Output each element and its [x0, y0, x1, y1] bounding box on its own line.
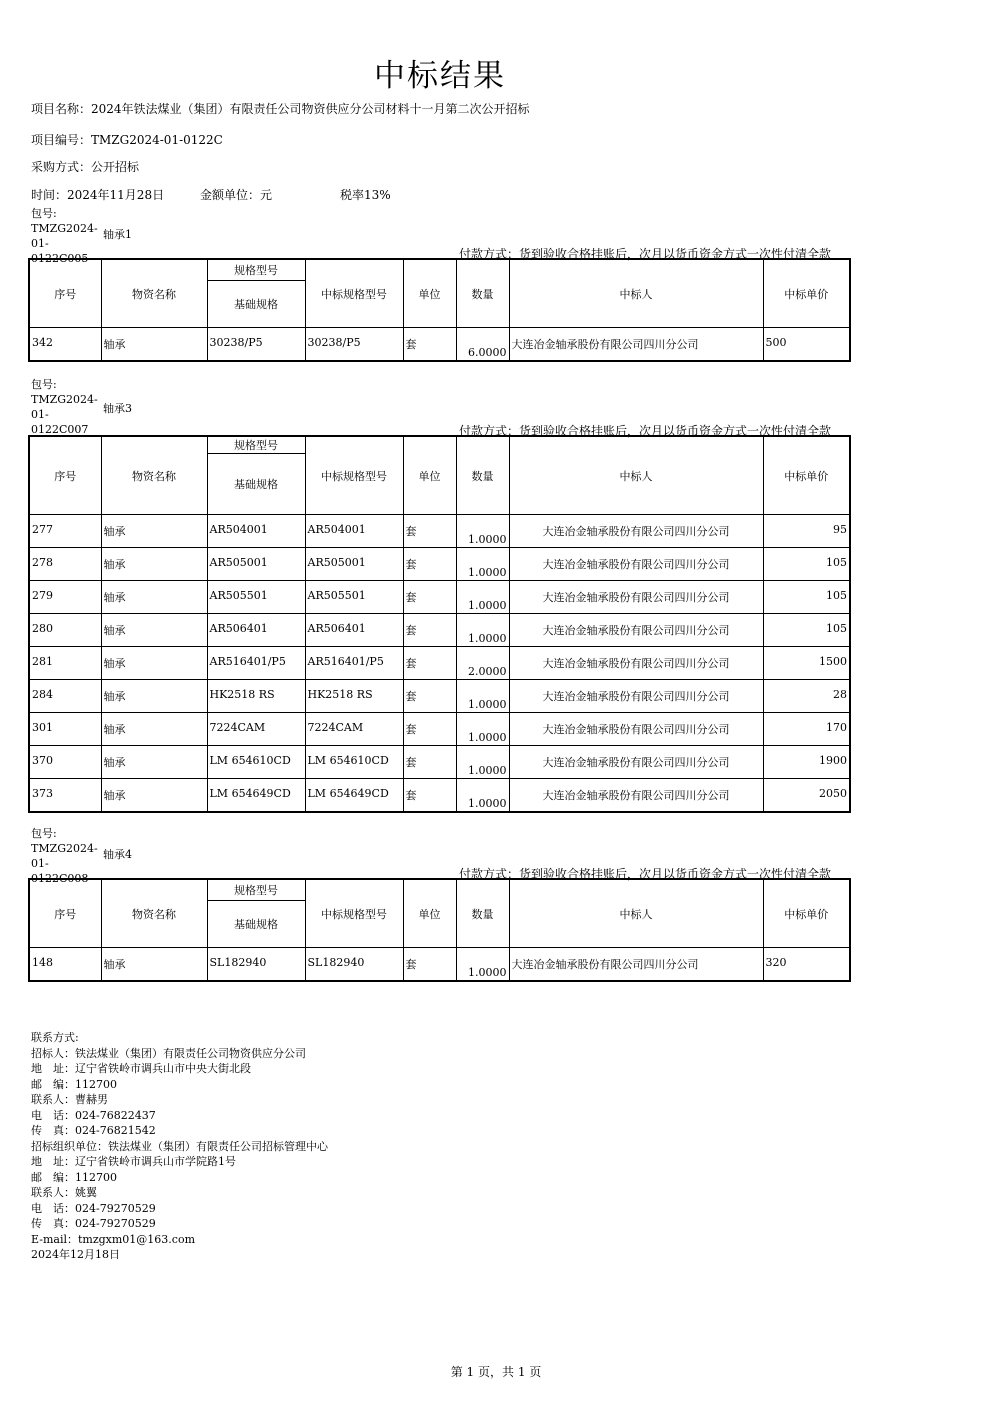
cell-bid-spec: AR505501: [305, 581, 403, 614]
cell-seq: 373: [29, 779, 101, 813]
cell-winner: 大连冶金轴承股份有限公司四川分公司: [509, 680, 763, 713]
contact-line: 地 址：辽宁省铁岭市调兵山市学院路1号: [31, 1155, 236, 1168]
cell-bid-spec: AR516401/P5: [305, 647, 403, 680]
table-row: [29, 614, 850, 647]
cell-bid-spec: LM 654610CD: [305, 746, 403, 779]
page-title: 中标结果: [374, 58, 506, 94]
bid-table: [28, 435, 851, 813]
contact-line: 邮 编：112700: [31, 1077, 117, 1091]
contact-line: 2024年12月18日: [31, 1248, 120, 1261]
cell-unit: 套: [403, 779, 456, 813]
header-bid-spec: 中标规格型号: [305, 879, 403, 948]
contact-line: 电 话：024-76822437: [31, 1108, 156, 1122]
cell-material: 轴承: [101, 548, 207, 581]
cell-winner: 大连冶金轴承股份有限公司四川分公司: [509, 779, 763, 813]
cell-winner: 大连冶金轴承股份有限公司四川分公司: [509, 647, 763, 680]
header-unit: 单位: [403, 436, 456, 515]
cell-price: 105: [763, 581, 850, 614]
header-bid-spec: 中标规格型号: [305, 259, 403, 328]
cell-material: 轴承: [101, 713, 207, 746]
cell-price: 2050: [763, 779, 850, 813]
cell-base-spec: SL182940: [207, 948, 305, 982]
cell-unit: 套: [403, 548, 456, 581]
contact-line: 传 真：024-76821542: [31, 1124, 156, 1137]
contact-line: E-mail：tmzgxm01@163.com: [31, 1232, 196, 1246]
cell-unit: 套: [403, 647, 456, 680]
purchase-method: 采购方式：公开招标: [31, 160, 140, 174]
cell-bid-spec: AR505001: [305, 548, 403, 581]
cell-price: 320: [763, 948, 850, 982]
cell-bid-spec: SL182940: [305, 948, 403, 982]
cell-unit: 套: [403, 746, 456, 779]
bid-time: 时间：2024年11月28日: [31, 188, 165, 202]
header-winner: 中标人: [509, 879, 763, 948]
cell-material: 轴承: [101, 515, 207, 548]
cell-material: 轴承: [101, 614, 207, 647]
cell-qty: 1.0000: [456, 680, 509, 713]
cell-base-spec: AR504001: [207, 515, 305, 548]
table-row: [29, 548, 850, 581]
package-number: 包号: TMZG2024-01-0122C007: [31, 378, 98, 436]
header-price: 中标单价: [763, 879, 850, 948]
cell-price: 500: [763, 328, 850, 362]
bid-table: [28, 258, 851, 362]
header-unit: 单位: [403, 879, 456, 948]
cell-price: 105: [763, 614, 850, 647]
cell-winner: 大连冶金轴承股份有限公司四川分公司: [509, 328, 763, 362]
cell-base-spec: 30238/P5: [207, 328, 305, 362]
cell-price: 28: [763, 680, 850, 713]
cell-winner: 大连冶金轴承股份有限公司四川分公司: [509, 746, 763, 779]
cell-seq: 342: [29, 328, 101, 362]
contact-line: 地 址：辽宁省铁岭市调兵山市中央大街北段: [31, 1062, 251, 1075]
cell-base-spec: HK2518 RS: [207, 680, 305, 713]
cell-seq: 148: [29, 948, 101, 982]
header-spec-group: 规格型号: [207, 259, 305, 281]
header-material: 物资名称: [101, 436, 207, 515]
payment-terms: 付款方式：货到验收合格挂账后，次月以货币资金方式一次性付清全款: [459, 424, 832, 438]
cell-price: 170: [763, 713, 850, 746]
table-row: [29, 713, 850, 746]
contact-line: 招标人：铁法煤业（集团）有限责任公司物资供应分公司: [31, 1046, 306, 1060]
cell-base-spec: 7224CAM: [207, 713, 305, 746]
cell-base-spec: AR505501: [207, 581, 305, 614]
cell-seq: 277: [29, 515, 101, 548]
cell-winner: 大连冶金轴承股份有限公司四川分公司: [509, 948, 763, 982]
cell-seq: 281: [29, 647, 101, 680]
cell-qty: 1.0000: [456, 548, 509, 581]
cell-unit: 套: [403, 614, 456, 647]
header-bid-spec: 中标规格型号: [305, 436, 403, 515]
contact-line: 联系人：姚翼: [31, 1186, 97, 1199]
package-number: 包号: TMZG2024-01-0122C005: [31, 207, 98, 265]
cell-unit: 套: [403, 680, 456, 713]
cell-qty: 1.0000: [456, 713, 509, 746]
cell-winner: 大连冶金轴承股份有限公司四川分公司: [509, 713, 763, 746]
page-footer: 第 1 页，共 1 页: [450, 1365, 542, 1379]
cell-material: 轴承: [101, 948, 207, 982]
contact-line: 联系人：曹赫男: [31, 1093, 108, 1106]
cell-bid-spec: LM 654649CD: [305, 779, 403, 813]
table-row: [29, 779, 850, 813]
cell-material: 轴承: [101, 581, 207, 614]
cell-bid-spec: AR506401: [305, 614, 403, 647]
cell-material: 轴承: [101, 647, 207, 680]
contact-line: 邮 编：112700: [31, 1170, 117, 1184]
cell-unit: 套: [403, 713, 456, 746]
cell-winner: 大连冶金轴承股份有限公司四川分公司: [509, 515, 763, 548]
cell-seq: 279: [29, 581, 101, 614]
cell-bid-spec: AR504001: [305, 515, 403, 548]
contact-line: 电 话：024-79270529: [31, 1201, 156, 1215]
cell-price: 95: [763, 515, 850, 548]
header-material: 物资名称: [101, 879, 207, 948]
cell-seq: 280: [29, 614, 101, 647]
contact-line: 传 真：024-79270529: [31, 1217, 156, 1230]
header-material: 物资名称: [101, 259, 207, 328]
cell-qty: 6.0000: [456, 328, 509, 362]
cell-unit: 套: [403, 948, 456, 982]
header-base-spec: 基础规格: [207, 901, 305, 948]
cell-qty: 1.0000: [456, 779, 509, 813]
table-row: [29, 647, 850, 680]
cell-unit: 套: [403, 328, 456, 362]
cell-base-spec: AR506401: [207, 614, 305, 647]
header-winner: 中标人: [509, 259, 763, 328]
tax-rate: 税率13%: [340, 188, 391, 202]
cell-price: 105: [763, 548, 850, 581]
package-name: 轴承1: [103, 228, 132, 241]
cell-unit: 套: [403, 581, 456, 614]
project-no: 项目编号：TMZG2024-01-0122C: [31, 133, 223, 147]
header-base-spec: 基础规格: [207, 454, 305, 515]
table-row: [29, 581, 850, 614]
package-number: 包号: TMZG2024-01-0122C008: [31, 827, 98, 885]
cell-base-spec: AR505001: [207, 548, 305, 581]
contact-line: 联系方式:: [31, 1031, 79, 1044]
header-price: 中标单价: [763, 259, 850, 328]
project-name: 项目名称：2024年铁法煤业（集团）有限责任公司物资供应分公司材料十一月第二次公开招标: [31, 102, 530, 116]
payment-terms: 付款方式：货到验收合格挂账后，次月以货币资金方式一次性付清全款: [459, 247, 832, 261]
header-price: 中标单价: [763, 436, 850, 515]
cell-bid-spec: HK2518 RS: [305, 680, 403, 713]
cell-base-spec: LM 654649CD: [207, 779, 305, 813]
package-name: 轴承4: [103, 848, 132, 861]
table-row: [29, 328, 850, 362]
header-qty: 数量: [456, 879, 509, 948]
cell-bid-spec: 7224CAM: [305, 713, 403, 746]
header-unit: 单位: [403, 259, 456, 328]
header-qty: 数量: [456, 259, 509, 328]
cell-base-spec: AR516401/P5: [207, 647, 305, 680]
cell-material: 轴承: [101, 746, 207, 779]
cell-unit: 套: [403, 515, 456, 548]
cell-qty: 1.0000: [456, 746, 509, 779]
contact-info: [31, 1030, 328, 1263]
cell-qty: 2.0000: [456, 647, 509, 680]
table-row: [29, 515, 850, 548]
cell-qty: 1.0000: [456, 614, 509, 647]
header-winner: 中标人: [509, 436, 763, 515]
cell-winner: 大连冶金轴承股份有限公司四川分公司: [509, 548, 763, 581]
package-name: 轴承3: [103, 402, 132, 415]
cell-base-spec: LM 654610CD: [207, 746, 305, 779]
header-seq: 序号: [29, 879, 101, 948]
header-qty: 数量: [456, 436, 509, 515]
cell-winner: 大连冶金轴承股份有限公司四川分公司: [509, 581, 763, 614]
cell-qty: 1.0000: [456, 581, 509, 614]
cell-material: 轴承: [101, 779, 207, 813]
header-spec-group: 规格型号: [207, 436, 305, 454]
contact-line: 招标组织单位：铁法煤业（集团）有限责任公司招标管理中心: [31, 1139, 328, 1153]
cell-price: 1900: [763, 746, 850, 779]
cell-seq: 301: [29, 713, 101, 746]
table-row: [29, 680, 850, 713]
payment-terms: 付款方式：货到验收合格挂账后，次月以货币资金方式一次性付清全款: [459, 867, 832, 881]
header-seq: 序号: [29, 436, 101, 515]
header-base-spec: 基础规格: [207, 281, 305, 328]
header-seq: 序号: [29, 259, 101, 328]
cell-seq: 284: [29, 680, 101, 713]
cell-bid-spec: 30238/P5: [305, 328, 403, 362]
cell-material: 轴承: [101, 328, 207, 362]
cell-seq: 370: [29, 746, 101, 779]
cell-seq: 278: [29, 548, 101, 581]
header-spec-group: 规格型号: [207, 879, 305, 901]
bid-table: [28, 878, 851, 982]
cell-material: 轴承: [101, 680, 207, 713]
table-row: [29, 746, 850, 779]
currency-unit: 金额单位：元: [200, 188, 273, 202]
cell-qty: 1.0000: [456, 948, 509, 982]
cell-winner: 大连冶金轴承股份有限公司四川分公司: [509, 614, 763, 647]
cell-price: 1500: [763, 647, 850, 680]
table-row: [29, 948, 850, 982]
cell-qty: 1.0000: [456, 515, 509, 548]
